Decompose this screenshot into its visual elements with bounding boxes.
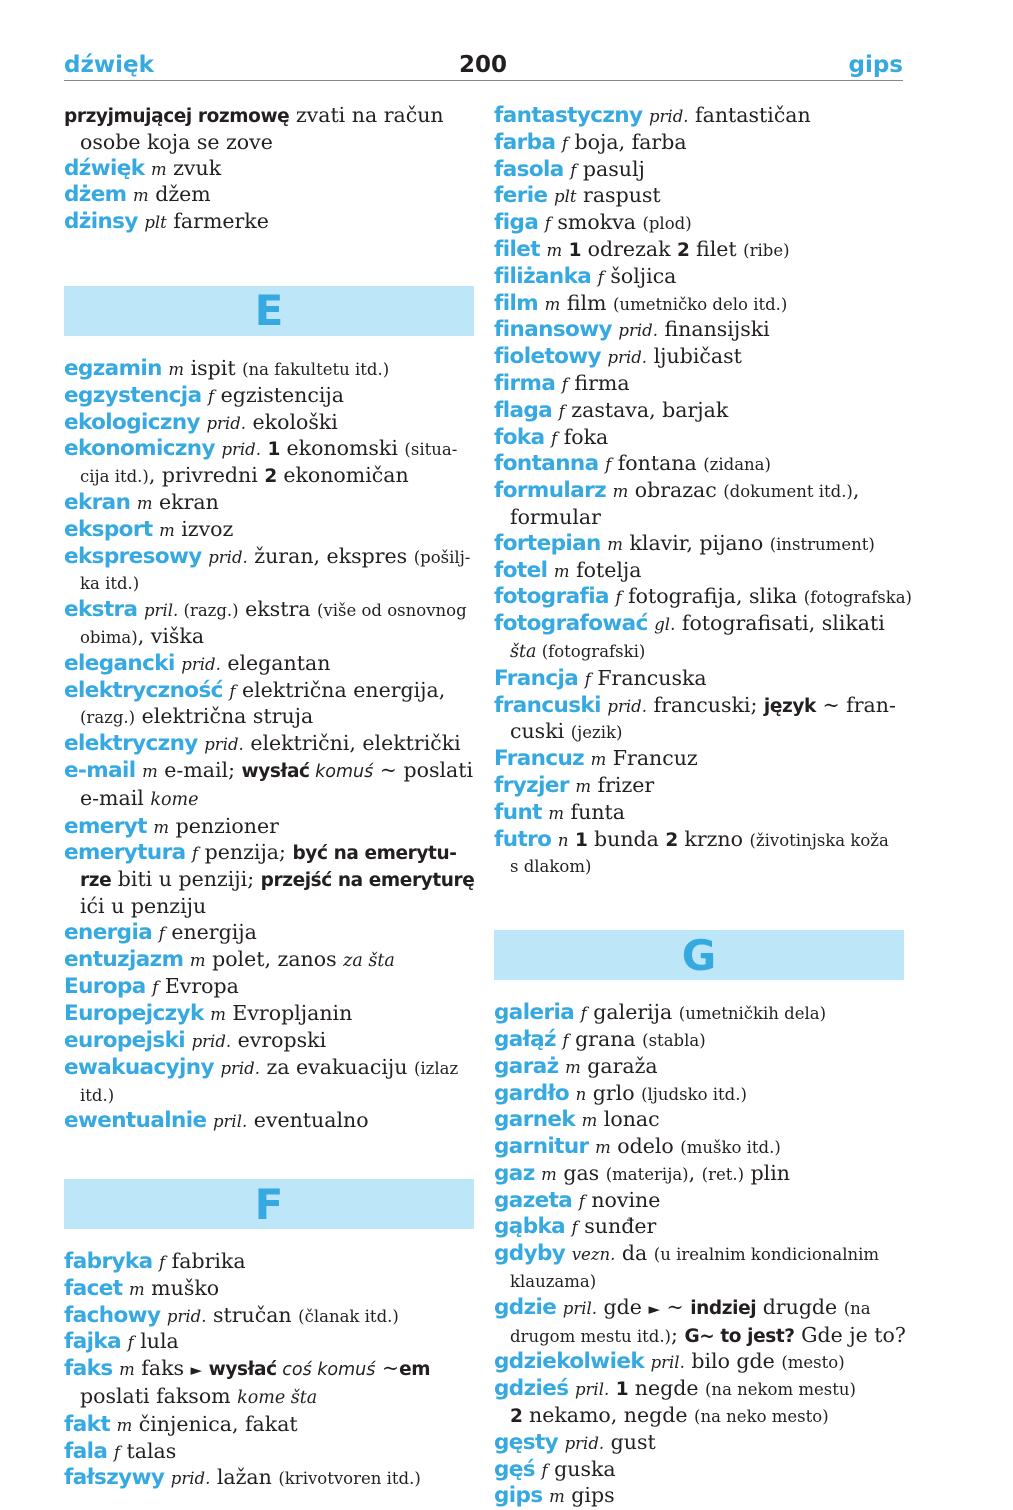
- entry-emerytura: emerytura f penzija; być na emerytu- rze biti u penziji; przejść na emeryturę ići u penziju: [64, 840, 475, 918]
- entry-dzwiek: dźwięk m zvuk: [64, 155, 222, 181]
- entry-facet: facet m muško: [64, 1275, 220, 1301]
- entry-gaz: gaz m gas (materija), (ret.) plin: [494, 1160, 791, 1186]
- entry-fabryka: fabryka f fabrika: [64, 1249, 246, 1275]
- entry-gdziekolwiek: gdziekolwiek pril. bilo gde (mesto): [494, 1349, 845, 1375]
- entry-galaz: gałąź f grana (stabla): [494, 1026, 706, 1052]
- entry-futro: futro n 1 bunda 2 krzno (životinjska koža s dlakom): [494, 826, 889, 877]
- entry-filizanka: filiżanka f šoljica: [494, 263, 677, 289]
- entry-fotel: fotel m fotelja: [494, 557, 642, 583]
- entry-gdyby: gdyby vezn. da (u irealnim kondicionalnim klauzama): [494, 1241, 880, 1292]
- entry-ewakuacyjny: ewakuacyjny prid. za evakuaciju (izlaz itd.): [64, 1054, 459, 1105]
- entry-film: film m film (umetničko delo itd.): [494, 290, 788, 316]
- entry-garnitur: garnitur m odelo (muško itd.): [494, 1134, 781, 1160]
- entry-falszywy: fałszywy prid. lažan (krivotvoren itd.): [64, 1465, 421, 1491]
- entry-figa: figa f smokva (plod): [494, 210, 692, 236]
- triangle-right-icon: ►: [648, 1299, 660, 1318]
- entry-energia: energia f energija: [64, 919, 257, 945]
- entry-fontanna: fontanna f fontana (zidana): [494, 451, 771, 477]
- entry-gdzies: gdzieś pril. 1 negde (na nekom mestu) 2 nekamo, negde (na neko mesto): [494, 1376, 856, 1428]
- entry-farba: farba f boja, farba: [494, 129, 687, 155]
- section-band-g: [494, 930, 904, 980]
- entry-elektrycznosc: elektryczność f električna energija, (razg.) električna struja: [64, 677, 446, 729]
- entry-ges: gęś f guska: [494, 1456, 616, 1482]
- entry-europa: Europa f Evropa: [64, 974, 239, 1000]
- entry-ekonomiczny: ekonomiczny prid. 1 ekonomski (situa- cija itd.), privredni 2 ekonomičan: [64, 436, 458, 488]
- entry-firma: firma f firma: [494, 370, 630, 396]
- entry-fakt: fakt m činjenica, fakat: [64, 1411, 298, 1437]
- header-rule: [64, 80, 903, 81]
- entry-entuzjazm: entuzjazm m polet, zanos za šta: [64, 946, 395, 972]
- entry-fala: fala f talas: [64, 1438, 177, 1464]
- entry-gesty: gęsty prid. gust: [494, 1429, 656, 1455]
- entry-fachowy: fachowy prid. stručan (članak itd.): [64, 1302, 399, 1328]
- entry-fioletowy: fioletowy prid. ljubičast: [494, 344, 742, 370]
- entry-garnek: garnek m lonac: [494, 1107, 660, 1133]
- triangle-right-icon: ►: [190, 1361, 203, 1380]
- entry-fotografia: fotografia f fotografija, slika (fotografska): [494, 584, 912, 610]
- entry-gdzie: gdzie pril. gde ► ~ indziej drugde (na drugom mestu itd.); G~ to jest? Gde je to?: [494, 1294, 906, 1347]
- entry-ekran: ekran m ekran: [64, 489, 219, 515]
- entry-finansowy: finansowy prid. finansijski: [494, 317, 770, 343]
- entry-fotografowac: fotografować gl. fotografisati, slikati šta (fotografski): [494, 611, 885, 662]
- entry-filet: filet m 1 odrezak 2 filet (ribe): [494, 236, 790, 262]
- entry-francja: Francja f Francuska: [494, 665, 707, 691]
- running-head-last: gips: [848, 52, 903, 78]
- section-band-e: [64, 286, 474, 336]
- entry-emeryt: emeryt m penzioner: [64, 813, 279, 839]
- running-head-first: dźwięk: [64, 52, 154, 78]
- entry-fryzjer: fryzjer m frizer: [494, 772, 655, 798]
- entry-egzystencja: egzystencja f egzistencija: [64, 382, 344, 408]
- entry-ferie: ferie plt raspust: [494, 183, 661, 209]
- entry-galeria: galeria f galerija (umetničkih dela): [494, 1000, 827, 1026]
- entry-elektryczny: elektryczny prid. električni, električki: [64, 731, 461, 757]
- entry-gips: gips m gips: [494, 1483, 615, 1509]
- section-letter-f: F: [254, 1179, 284, 1229]
- section-band-f: [64, 1179, 474, 1229]
- entry-ekologiczny: ekologiczny prid. ekološki: [64, 409, 338, 435]
- entry-francuski: francuski prid. francuski; język ~ fran- cuski (jezik): [494, 692, 896, 744]
- entry-ekstra: ekstra pril. (razg.) ekstra (više od osnovnog obima), viška: [64, 597, 467, 648]
- section-letter-e: E: [254, 286, 284, 336]
- right-column: [494, 103, 912, 1510]
- entry-formularz: formularz m obrazac (dokument itd.), formular: [494, 478, 860, 529]
- page-number: 200: [458, 52, 507, 78]
- entry-elegancki: elegancki prid. elegantan: [64, 650, 331, 676]
- entry-eksport: eksport m izvoz: [64, 516, 234, 542]
- entry-garaz: garaż m garaža: [494, 1053, 658, 1079]
- entry-gazeta: gazeta f novine: [494, 1187, 661, 1213]
- entry-email: e-mail m e-mail; wysłać komuś ~ poslati e-mail kome: [64, 757, 474, 810]
- section-letter-g: G: [681, 930, 717, 980]
- entry-fortepian: fortepian m klavir, pijano (instrument): [494, 530, 875, 556]
- entry-flaga: flaga f zastava, barjak: [494, 397, 729, 423]
- entry-dzinsy: dżinsy plt farmerke: [64, 209, 269, 235]
- entry-dzem: dżem m džem: [64, 182, 211, 208]
- entry-faks: faks m faks ► wysłać coś komuś ~em poslati faksom kome šta: [64, 1356, 431, 1409]
- entry-continuation: przyjmującej rozmowę zvati na račun osobe koja se zove: [64, 103, 444, 154]
- entry-fajka: fajka f lula: [64, 1329, 179, 1355]
- entry-gardlo: gardło n grlo (ljudsko itd.): [494, 1080, 747, 1106]
- entry-fantastyczny: fantastyczny prid. fantastičan: [494, 103, 811, 128]
- entry-francuz: Francuz m Francuz: [494, 746, 698, 772]
- left-column: [64, 103, 474, 1492]
- entry-egzamin: egzamin m ispit (na fakultetu itd.): [64, 355, 390, 381]
- entry-funt: funt m funta: [494, 799, 626, 825]
- entry-europejski: europejski prid. evropski: [64, 1027, 327, 1053]
- entry-ewentualnie: ewentualnie pril. eventualno: [64, 1108, 369, 1134]
- entry-foka: foka f foka: [494, 424, 609, 450]
- entry-fasola: fasola f pasulj: [494, 156, 645, 182]
- entry-ekspresowy: ekspresowy prid. žuran, ekspres (pošilj- ka itd.): [64, 543, 471, 594]
- entry-gabka: gąbka f sunđer: [494, 1214, 657, 1240]
- entry-europejczyk: Europejczyk m Evropljanin: [64, 1001, 353, 1027]
